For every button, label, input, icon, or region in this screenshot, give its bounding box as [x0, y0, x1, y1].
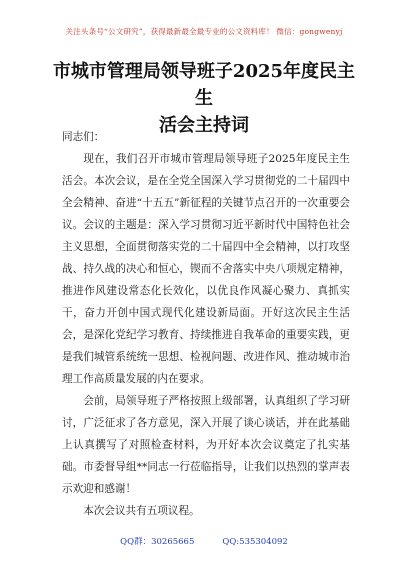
footer-qq: QQ:535304092	[222, 537, 288, 547]
promo-header: 关注头条号“公文研究”，获得最新最全最专业的公文资料库！ 微信：gongwenyj	[65, 27, 343, 36]
document-body	[62, 126, 350, 522]
paragraph-2: 会前，局领导班子严格按照上级部署，认真组织了学习研讨，广泛征求了各方意见，深入开展了谈心谈话，并在此基础上认真撰写了对照检查材料，为开好本次会议奠定了扎实基础。市委督导组**同志一行莅临指导，让我们以热烈的掌声表示欢迎和感谢！	[62, 395, 350, 495]
paragraph-3: 本次会议共有五项议程。	[83, 505, 200, 517]
page-footer	[0, 535, 408, 547]
title-line-2: 活会主持词	[159, 115, 249, 136]
paragraph-1: 现在，我们召开市城市管理局领导班子2025年度民主生活会。本次会议，是在全党全国深入学习贯彻党的二十届四中全会精神、奋进“十五五”新征程的关键节点召开的一次重要会议。会议的主题是：深入学习贯彻习近平新时代中国特色社会主义思想，全面贯彻落实党的二十届四中全会精神，以打攻坚战、持久战的决心和恒心，锲而不舍落实中央八项规定精神，推进作风建设常态化长效化，以优良作风凝心聚力、真抓实干，奋力开创中国式现代化建设新局面。开好这次民主生活会，是深化党纪学习教育、持续推进自我革命的重要实践，更是我们城管系统统一思想、检视问题、改进作风、推动城市治理工作高质量发展的内在要求。	[62, 153, 350, 385]
footer-qq-group: QQ群：30265665	[120, 537, 195, 547]
title-line-1: 市城市管理局领导班子2025年度民主生	[52, 61, 356, 109]
salutation: 同志们：	[62, 131, 105, 143]
